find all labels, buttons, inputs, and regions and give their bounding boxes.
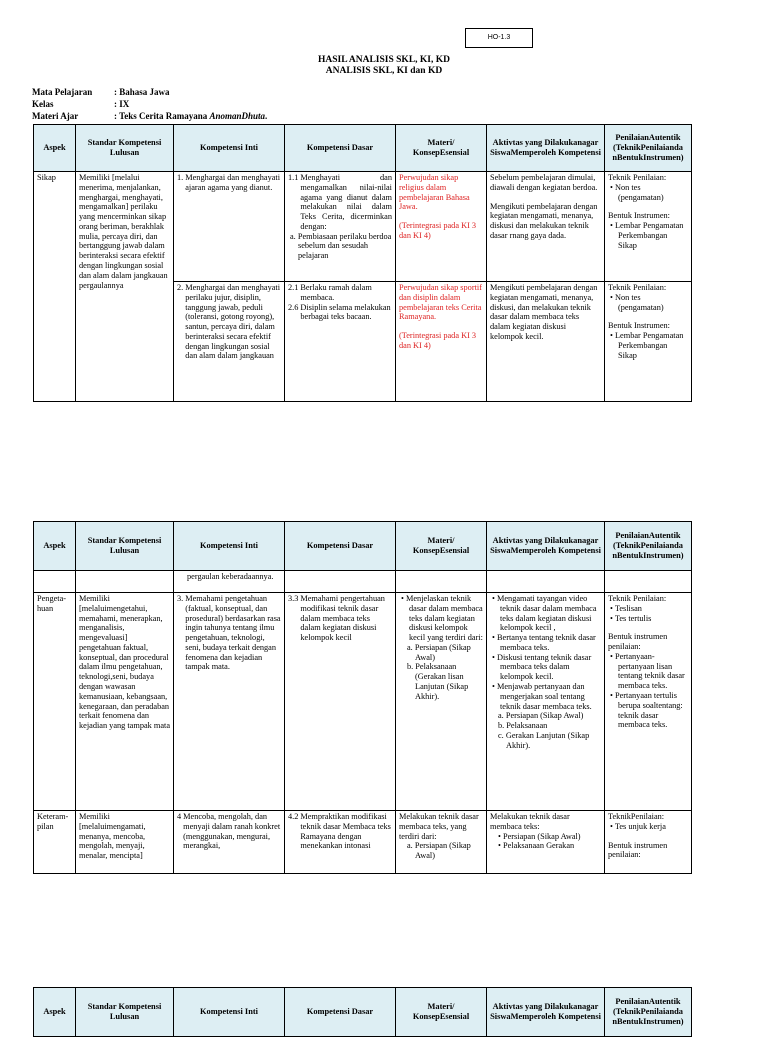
doc-subtitle: ANALISIS SKL, KI dan KD: [325, 66, 443, 76]
cell-penilaian: TeknikPenilaian: • Tes unjuk kerja Bentuk instrumen penilaian:: [605, 811, 692, 874]
table-header-row: [34, 988, 692, 1037]
analysis-table-1: [33, 124, 692, 402]
table-row: [34, 571, 692, 593]
cell-aktivitas: Sebelum pembelajaran dimulai, diawali dengan kegiatan berdoa. Mengikuti pembelajaran dengan kegiatan mengamati, menanya, diskusi dan melakukan teknik dasar rnang gaya dada.: [487, 172, 605, 282]
cell-materi: Melakukan teknik dasar membaca teks, yang terdiri dari: a. Persiapan (Sikap Awal): [396, 811, 487, 874]
cell-ki: 3. Memahami pengetahuan (faktual, konseptual, dan prosedural) berdasarkan rasa ingin tahunya tentang ilmu pengetahuan, teknologi, seni, budaya terkait dengan fenomena dan kejadian tampak mata.: [174, 593, 285, 811]
cell-ki: 1. Menghargai dan menghayati ajaran agama yang dianut.: [174, 172, 285, 282]
table-row: [34, 811, 692, 874]
cell-penilaian: Teknik Penilaian: • Teslisan • Tes tertulis Bentuk instrumen penilaian: • Pertanyaan-pertanyaan lisan tentang teknik dasar membaca teks. • Pertanyaan tertulis berupa soaltentang: teknik dasar membaca teks.: [605, 593, 692, 811]
cell-aspek: Pengeta-huan: [34, 593, 76, 811]
cell-aktivitas: Mengikuti pembelajaran dengan kegiatan mengamati, menanya, diskusi, dan melakukan teknik dasar dalam membaca teks dalam kegiatan diskusi kelompok kecil.: [487, 282, 605, 402]
cell-ki: 4 Mencoba, mengolah, dan menyaji dalam ranah konkret (menggunakan, mengurai, merangkai,: [174, 811, 285, 874]
header-aspek: Aspek: [34, 522, 76, 571]
header-ki: Kompetensi Inti: [174, 125, 285, 172]
cell-penilaian: Teknik Penilaian: • Non tes (pengamatan) Bentuk Instrumen: • Lembar Pengamatan Perkembangan Sikap: [605, 172, 692, 282]
header-kd: Kompetensi Dasar: [285, 988, 396, 1037]
header-aktivitas: Aktivtas yang Dilakukanagar SiswaMemperoleh Kompetensi: [487, 522, 605, 571]
cell-aspek: Keteram-pilan: [34, 811, 76, 874]
header-skl: Standar Kompetensi Lulusan: [76, 988, 174, 1037]
meta-materi: Materi Ajar : Teks Cerita Ramayana AnomanDhuta.: [32, 111, 268, 121]
header-aktivitas: Aktivtas yang Dilakukanagar SiswaMemperoleh Kompetensi: [487, 125, 605, 172]
cell-materi: Perwujudan sikap sportif dan disiplin dalam pembelajaran teks Cerita Ramayana. (Terintegrasi pada KI 3 dan KI 4): [396, 282, 487, 402]
header-materi: Materi/ KonsepEsensial: [396, 988, 487, 1037]
table-row: [34, 172, 692, 282]
header-ki: Kompetensi Inti: [174, 988, 285, 1037]
meta-kelas: Kelas : IX: [32, 99, 130, 109]
ho-code-box: HO-1.3: [465, 28, 533, 48]
header-aspek: Aspek: [34, 988, 76, 1037]
header-kd: Kompetensi Dasar: [285, 125, 396, 172]
header-materi: Materi/ KonsepEsensial: [396, 125, 487, 172]
doc-title: HASIL ANALISIS SKL, KI, KD: [318, 55, 450, 65]
header-penilaian: PenilaianAutentik (TeknikPenilaianda nBentukInstrumen): [605, 125, 692, 172]
cell-kd: 3.3 Memahami pengertahuan modifikasi teknik dasar dalam membaca teks dalam kegiatan diskusi kelompok kecil: [285, 593, 396, 811]
header-skl: Standar Kompetensi Lulusan: [76, 522, 174, 571]
cell-materi: Perwujudan sikap religius dalam pembelajaran Bahasa Jawa. (Terintegrasi pada KI 3 dan KI 4): [396, 172, 487, 282]
header-aspek: Aspek: [34, 125, 76, 172]
cell-aktivitas: Melakukan teknik dasar membaca teks: • Persiapan (Sikap Awal) • Pelaksanaan Gerakan: [487, 811, 605, 874]
header-ki: Kompetensi Inti: [174, 522, 285, 571]
analysis-table-3: [33, 987, 692, 1037]
analysis-table-2: [33, 521, 692, 874]
cell-kd: 1.1 Menghayati dan mengamalkan nilai-nilai agama yang dianut dalam melakukan nilai dalam Teks Cerita, dicerminkan dengan: a. Pembiasaan perilaku berdoa sebelum dan sesudah pelajaran: [285, 172, 396, 282]
header-skl: Standar Kompetensi Lulusan: [76, 125, 174, 172]
table-row: [34, 593, 692, 811]
table-header-row: [34, 522, 692, 571]
header-aktivitas: Aktivtas yang Dilakukanagar SiswaMemperoleh Kompetensi: [487, 988, 605, 1037]
cell-aktivitas: • Mengamati tayangan video teknik dasar dalam membaca teks dalam kegiatan diskusi kelompok kecil , • Bertanya tentang teknik dasar membaca teks. • Diskusi tentang teknik dasar membaca teks dalam kelompok kecil. • Menjawab pertanyaan dan mengerjakan soal tentang teknik dasar membaca teks. a. Persiapan (Sikap Awal) b. Pelaksanaan c. Gerakan Lanjutan (Sikap Akhir).: [487, 593, 605, 811]
cell-aspek: Sikap: [34, 172, 76, 402]
cell-ki-continued: pergaulan keberadaannya.: [174, 571, 285, 593]
cell-kd: 4.2 Mempraktikan modifikasi teknik dasar Membaca teks Ramayana dengan menekankan intonasi: [285, 811, 396, 874]
header-materi: Materi/ KonsepEsensial: [396, 522, 487, 571]
header-penilaian: PenilaianAutentik (TeknikPenilaianda nBentukInstrumen): [605, 988, 692, 1037]
cell-skl: Memiliki [melaluimengamati, menanya, mencoba, mengolah, menyaji, menalar, mencipta]: [76, 811, 174, 874]
cell-skl: Memiliki [melalui menerima, menjalankan, menghargai, menghayati, mengamalkan] perilaku yang mencerminkan sikap orang beriman, berakhlak mulia, percaya diri, dan bertanggung jawab dalam berinteraksi secara efektif dengan lingkungan sosial dan alam dalam jangkauan pergaulannya: [76, 172, 174, 402]
meta-mapel: Mata Pelajaran : Bahasa Jawa: [32, 87, 170, 97]
cell-kd: 2.1 Berlaku ramah dalam membaca. 2.6 Disiplin selama melakukan berbagai teks bacaan.: [285, 282, 396, 402]
cell-materi: • Menjelaskan teknik dasar dalam membaca teks dalam kegiatan diskusi kelompok kecil yang terdiri dari: a. Persiapan (Sikap Awal) b. Pelaksanaan (Gerakan lisan Lanjutan (Sikap Akhir).: [396, 593, 487, 811]
cell-penilaian: Teknik Penilaian: • Non tes (pengamatan) Bentuk Instrumen: • Lembar Pengamatan Perkembangan Sikap: [605, 282, 692, 402]
table-header-row: [34, 125, 692, 172]
cell-skl: Memiliki [melaluimengetahui, memahami, menerapkan, menganalisis, mengevaluasi] pengetahuan faktual, konseptual, dan procedural dalam ilmu pengetahuan, teknologi,seni, budaya dengan wawasan kemanusiaan, kebangsaan, kenegaraan, dan peradaban terkait fenomena dan kejadian yang tampak mata: [76, 593, 174, 811]
cell-ki: 2. Menghargai dan menghayati perilaku jujur, disiplin, tanggung jawab, peduli (toleransi, gotong royong), santun, percaya diri, dalam berinteraksi secara efektif dengan lingkungan sosial dan alam dalam jangkauan: [174, 282, 285, 402]
header-penilaian: PenilaianAutentik (TeknikPenilaianda nBentukInstrumen): [605, 522, 692, 571]
header-kd: Kompetensi Dasar: [285, 522, 396, 571]
